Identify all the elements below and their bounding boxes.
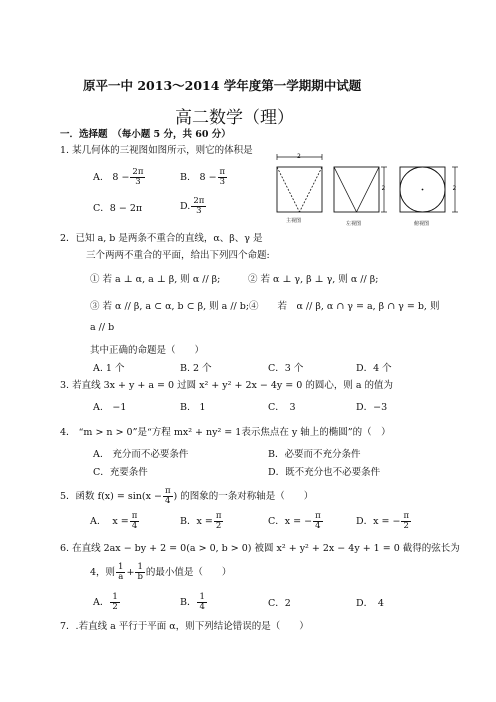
q5-option-b: B．x = $\frac{\pi}{2}$ xyxy=(180,511,222,531)
q6-option-d: D． 4 xyxy=(356,598,384,609)
side-view xyxy=(334,167,379,212)
q6-stem-cont: 4，则 $\frac{1}{a}$ + $\frac{1}{b}$ 的最小值是（ ） xyxy=(90,562,232,582)
q4-option-c: C．充要条件 xyxy=(93,467,148,478)
q2-option-a: A. 1 个 xyxy=(93,363,125,374)
exam-subtitle: 高二数学（理） xyxy=(175,108,294,128)
q1-option-a: A. 8 − $\frac{2\pi}{3}$ xyxy=(93,167,144,187)
q2-ask: 其中正确的命题是（ ） xyxy=(90,345,205,356)
q4-stem: 4． “m > n > 0”是“方程 mx² + ny² = 1表示焦点在 y 轴上的椭圆”的（ ） xyxy=(60,427,391,438)
q6-option-b: B． $\frac{1}{4}$ xyxy=(180,592,205,612)
side-view-label: 左视图 xyxy=(346,221,362,227)
dimension-side-label: 2 xyxy=(381,185,386,192)
exam-title: 原平一中 2013～2014 学年度第一学期期中试题 xyxy=(83,78,362,93)
top-view-label: 俯视图 xyxy=(414,221,430,227)
q1-stem: 1. 某几何体的三视图如图所示，则它的体积是 xyxy=(60,145,253,156)
q6-option-a: A． $\frac{1}{2}$ xyxy=(93,592,118,612)
q3-option-c: C． 3 xyxy=(268,402,296,413)
q2-proposition-1: ① 若 a ⊥ α, a ⊥ β, 则 α // β; xyxy=(90,274,221,285)
q2-proposition-2: ② 若 α ⊥ γ, β ⊥ γ, 则 α // β; xyxy=(248,274,379,285)
section-heading: 一．选择题 （每小题 5 分，共 60 分） xyxy=(60,129,231,140)
q3-stem: 3. 若直线 3x + y + a = 0 过圆 x² + y² + 2x − 4y = 0 的圆心，则 a 的值为 xyxy=(60,380,394,391)
q3-option-d: D．−3 xyxy=(356,402,388,413)
q2-proposition-4-cont: a // b xyxy=(90,322,115,333)
q3-option-a: A. −1 xyxy=(93,402,127,413)
q2-option-c: C．3 个 xyxy=(268,363,304,374)
q1-option-c: C．8 − 2π xyxy=(93,203,143,214)
three-view-figure xyxy=(272,150,468,232)
dimension-top-label: 2 xyxy=(297,153,301,160)
q5-option-d: D．x = − $\frac{\pi}{2}$ xyxy=(356,511,410,531)
q7-stem: 7．.若直线 a 平行于平面 α，则下列结论错误的是（ ） xyxy=(60,621,309,632)
q1-option-b: B. 8 − $\frac{\pi}{3}$ xyxy=(180,167,226,187)
q3-option-b: B. 1 xyxy=(180,402,206,413)
q5-option-a: A. x = $\frac{\pi}{4}$ xyxy=(90,511,138,531)
q4-option-d: D．既不充分也不必要条件 xyxy=(268,467,381,478)
dimension-top-view-label: 2 xyxy=(452,185,457,192)
q5-option-c: C．x = − $\frac{\pi}{4}$ xyxy=(268,511,321,531)
q6-stem: 6. 在直线 2ax − by + 2 = 0(a > 0, b > 0) 被圆 x² + y² + 2x − 4y + 1 = 0 截得的弦长为 xyxy=(60,543,460,554)
front-view xyxy=(277,167,322,212)
q6-option-c: C．2 xyxy=(268,598,291,609)
q4-option-a: A. 充分而不必要条件 xyxy=(93,449,189,460)
q5-stem: 5．函数 f(x) = sin(x − $\frac{\pi}{4}$ ) 的图象的一条对称轴是（ ） xyxy=(60,486,314,506)
q1-option-d: D. $\frac{2\pi}{3}$ xyxy=(180,196,205,216)
front-view-label: 主视图 xyxy=(286,218,302,224)
q4-option-b: B．必要而不充分条件 xyxy=(268,449,361,460)
q2-stem-cont: 三个两两不重合的平面，给出下列四个命题: xyxy=(86,250,270,261)
q2-stem: 2．已知 a, b 是两条不重合的直线，α、β、γ 是 xyxy=(60,233,263,244)
q2-option-d: D．4 个 xyxy=(356,363,392,374)
q2-proposition-4: ④ 若 α // β, α ∩ γ = a, β ∩ γ = b, 则 xyxy=(249,301,440,312)
q2-option-b: B. 2 个 xyxy=(180,363,212,374)
q2-proposition-3: ③ 若 α // β, a ⊂ α, b ⊂ β, 则 a // b; xyxy=(90,301,250,312)
